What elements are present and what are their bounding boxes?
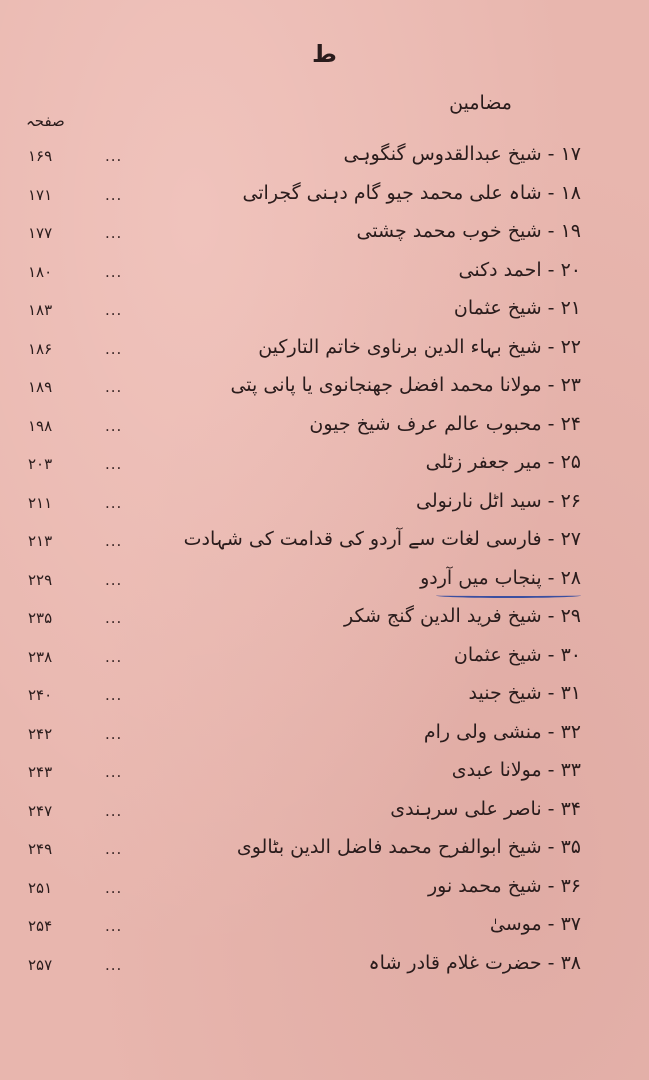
toc-entry-title: ۱۹ - شیخ خوب محمد چشتی (356, 220, 581, 242)
toc-entry (0, 174, 649, 213)
toc-page-number: ۲۲۹ (28, 570, 53, 589)
toc-entry (0, 289, 649, 328)
toc-page-number: ۱۶۹ (28, 147, 53, 165)
toc-page-number: ۱۷۷ (28, 224, 53, 242)
toc-entry-title: ۲۹ - شیخ فرید الدین گنج شکر (344, 605, 581, 627)
toc-entry (0, 559, 649, 598)
toc-page-number: ۲۵۷ (28, 955, 53, 974)
toc-page-number: ۱۸۹ (28, 378, 53, 396)
toc-entry-title: ۲۲ - شیخ بہاء الدین برناوی خاتم التارکین (258, 335, 581, 358)
toc-entry (0, 905, 649, 944)
toc-leader-dots: ... (105, 147, 123, 165)
toc-leader-dots: ... (105, 378, 123, 396)
toc-entry-title: ۳۶ - شیخ محمد نور (427, 874, 581, 897)
toc-leader-dots: ... (105, 878, 123, 897)
toc-entry-title: ۲۶ - سید اٹل نارنولی (416, 489, 581, 512)
toc-entry (0, 520, 649, 559)
toc-entry-title: ۲۱ - شیخ عثمان (453, 297, 581, 319)
toc-leader-dots: ... (105, 840, 123, 858)
toc-entry (0, 135, 649, 174)
toc-entry-title: ۱۸ - شاہ علی محمد جیو گام دہنی گجراتی (242, 181, 581, 204)
toc-entry-title: ۲۷ - فارسی لغات سے آردو کی قدامت کی شہادت (183, 528, 581, 550)
toc-entry (0, 328, 649, 367)
toc-entry (0, 674, 649, 713)
toc-leader-dots: ... (105, 262, 123, 281)
toc-entry (0, 443, 649, 482)
toc-entry-title: ۳۰ - شیخ عثمان (453, 643, 581, 666)
toc-page-number: ۲۵۴ (28, 917, 53, 935)
toc-page-number: ۲۳۸ (28, 647, 53, 666)
toc-leader-dots: ... (105, 724, 123, 743)
toc-page-number: ۲۰۳ (28, 455, 53, 473)
toc-entry (0, 713, 649, 752)
table-of-contents (0, 135, 649, 982)
toc-page-number: ۱۸۰ (28, 262, 53, 281)
toc-entry (0, 482, 649, 521)
toc-leader-dots: ... (105, 570, 123, 589)
toc-entry-title: ۲۵ - میر جعفر زٹلی (425, 451, 581, 473)
toc-page-number: ۲۳۵ (28, 609, 53, 627)
toc-page-number: ۲۴۲ (28, 724, 53, 743)
toc-leader-dots: ... (105, 493, 123, 512)
contents-heading: مضامین (449, 92, 512, 114)
toc-entry (0, 251, 649, 290)
toc-leader-dots: ... (105, 609, 123, 627)
toc-entry (0, 366, 649, 405)
toc-entry (0, 828, 649, 867)
toc-leader-dots: ... (105, 647, 123, 666)
toc-entry (0, 636, 649, 675)
toc-entry-title: ۲۳ - مولانا محمد افضل جھنجانوی یا پانی پتی (230, 374, 581, 396)
toc-page-number: ۲۵۱ (28, 878, 53, 897)
toc-entry-title: ۳۲ - منشی ولی رام (423, 720, 581, 743)
toc-leader-dots: ... (105, 301, 123, 319)
toc-entry-title: ۳۱ - شیخ جنید (468, 682, 581, 704)
toc-leader-dots: ... (105, 955, 123, 974)
toc-leader-dots: ... (105, 339, 123, 358)
page-letter: ط (312, 40, 337, 68)
toc-entry-title: ۳۴ - ناصر علی سرہندی (390, 797, 581, 820)
toc-leader-dots: ... (105, 416, 123, 435)
toc-page-number: ۲۱۳ (28, 532, 53, 550)
toc-leader-dots: ... (105, 532, 123, 550)
toc-entry (0, 405, 649, 444)
toc-entry-title: ۲۰ - احمد دکنی (458, 258, 581, 281)
toc-entry-title: ۳۷ - موسیٰ (489, 913, 581, 935)
toc-page-number: ۱۷۱ (28, 185, 53, 204)
toc-leader-dots: ... (105, 224, 123, 242)
toc-entry (0, 867, 649, 906)
toc-leader-dots: ... (105, 801, 123, 820)
toc-entry-title: ۳۳ - مولانا عبدی (451, 759, 581, 781)
toc-entry (0, 751, 649, 790)
toc-page-number: ۱۹۸ (28, 416, 53, 435)
toc-leader-dots: ... (105, 686, 123, 704)
toc-entry (0, 597, 649, 636)
toc-leader-dots: ... (105, 185, 123, 204)
toc-page-number: ۲۴۳ (28, 763, 53, 781)
toc-page-number: ۲۴۷ (28, 801, 53, 820)
toc-page-number: ۲۴۹ (28, 840, 53, 858)
page-column-label: صفحہ (26, 112, 65, 130)
toc-page-number: ۱۸۶ (28, 339, 53, 358)
toc-entry (0, 212, 649, 251)
toc-entry-title: ۲۸ - پنجاب میں آردو (420, 566, 581, 589)
toc-leader-dots: ... (105, 763, 123, 781)
toc-page-number: ۲۱۱ (28, 493, 53, 512)
toc-entry-title: ۱۷ - شیخ عبدالقدوس گنگوہی (343, 143, 581, 165)
toc-leader-dots: ... (105, 455, 123, 473)
toc-entry-title: ۳۵ - شیخ ابوالفرح محمد فاضل الدین بٹالوی (236, 836, 581, 858)
toc-page-number: ۲۴۰ (28, 686, 53, 704)
toc-page-number: ۱۸۳ (28, 301, 53, 319)
toc-entry (0, 944, 649, 983)
toc-entry (0, 790, 649, 829)
toc-leader-dots: ... (105, 917, 123, 935)
toc-entry-title: ۲۴ - محبوب عالم عرف شیخ جیون (309, 412, 581, 435)
toc-entry-title: ۳۸ - حضرت غلام قادر شاہ (368, 951, 581, 974)
